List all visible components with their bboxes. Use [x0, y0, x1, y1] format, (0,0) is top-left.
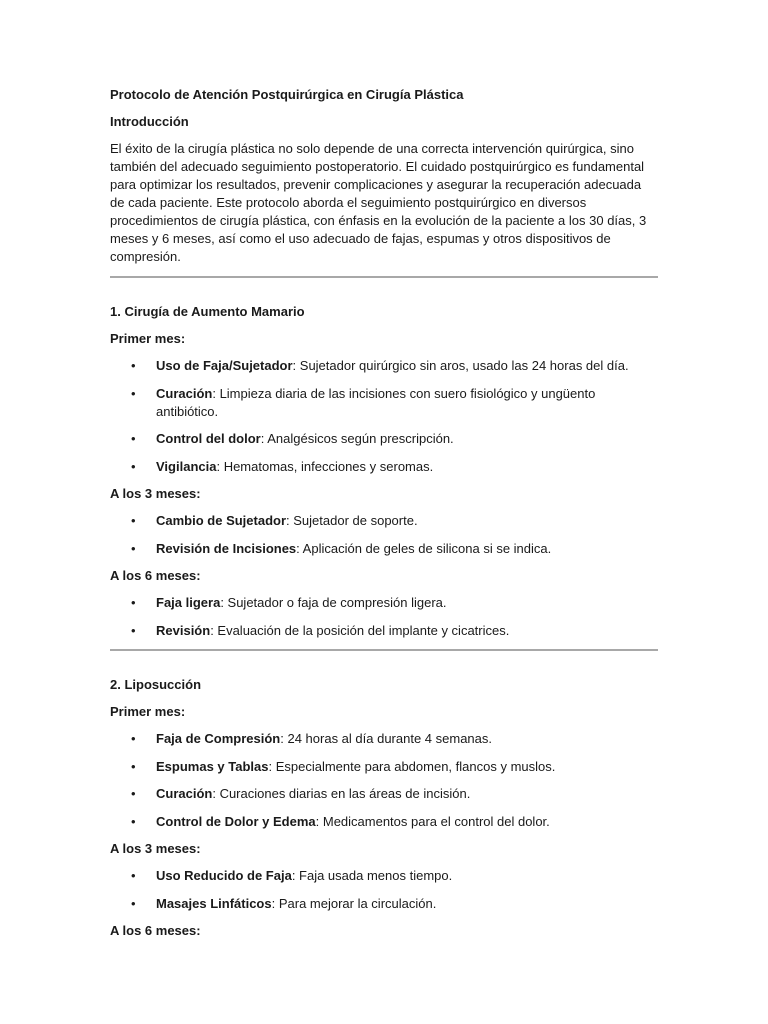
- item-description: : Analgésicos según prescripción.: [260, 431, 454, 446]
- section-title: 1. Cirugía de Aumento Mamario: [110, 304, 305, 319]
- list-item: [110, 867, 658, 885]
- item-term: Revisión: [156, 622, 211, 638]
- bullet-icon: •: [131, 513, 136, 528]
- item-term: Masajes Linfáticos: [156, 895, 272, 911]
- bullet-icon: •: [131, 786, 136, 801]
- item-term: Curación: [156, 786, 213, 801]
- item-description: : Hematomas, infecciones y seromas.: [216, 458, 434, 474]
- bullet-icon: •: [131, 358, 136, 373]
- item-term: Revisión de Incisiones: [156, 540, 297, 556]
- item-description: : Evaluación de la posición del implante y cicatrices.: [210, 622, 510, 638]
- period-label: Primer mes:: [110, 331, 186, 346]
- section-title: 2. Liposucción: [110, 677, 202, 692]
- bullet-icon: •: [131, 622, 136, 638]
- list-item: [110, 540, 658, 558]
- item-term: Control del dolor: [156, 431, 261, 446]
- bullet-icon: •: [131, 458, 136, 474]
- list-item: [110, 430, 658, 448]
- item-term: Faja ligera: [156, 595, 221, 610]
- bullet-list: [110, 594, 658, 640]
- section: [110, 303, 658, 640]
- period-label: A los 6 meses:: [110, 923, 201, 938]
- bullet-icon: •: [131, 385, 136, 401]
- item-description: : Para mejorar la circulación.: [271, 895, 437, 911]
- item-description: : Aplicación de geles de silicona si se indica.: [296, 540, 552, 556]
- period-label: Primer mes:: [110, 704, 186, 719]
- item-term: Cambio de Sujetador: [156, 513, 287, 528]
- item-term: Uso de Faja/Sujetador: [156, 358, 293, 373]
- intro-paragraph: El éxito de la cirugía plástica no solo depende de una correcta intervención quirúrgica, sino también del adecuado seguimiento postoperatorio. El cuidado postquirúrgico es fundamental para optimizar los resultados, prevenir complicaciones y asegurar la recuperación adecuada de cada paciente. Este protocolo aborda el seguimiento postquirúrgico en diversos procedimientos de cirugía plástica, con énfasis en la evolución de la paciente a los 30 días, 3 meses y 6 meses, así como el uso adecuado de fajas, espumas y otros dispositivos de compresión.: [110, 141, 647, 264]
- period-label: A los 6 meses:: [110, 568, 201, 583]
- item-description: : Especialmente para abdomen, flancos y muslos.: [268, 758, 556, 774]
- bullet-icon: •: [131, 868, 136, 883]
- bullet-icon: •: [131, 895, 136, 911]
- item-term: Faja de Compresión: [156, 731, 281, 746]
- section: [110, 676, 658, 940]
- list-item: [110, 357, 658, 375]
- document-page: [110, 86, 658, 949]
- list-item: [110, 385, 658, 421]
- item-description: : Sujetador quirúrgico sin aros, usado las 24 horas del día.: [292, 358, 629, 373]
- item-description: : Limpieza diaria de las incisiones con suero fisiológico y ungüento antibiótico.: [156, 385, 596, 419]
- sections-container: [110, 303, 658, 940]
- period-label: A los 3 meses:: [110, 486, 201, 501]
- list-item: [110, 512, 658, 530]
- bullet-list: [110, 357, 658, 476]
- item-description: : 24 horas al día durante 4 semanas.: [280, 731, 492, 746]
- list-item: [110, 813, 658, 831]
- bullet-list: [110, 867, 658, 913]
- list-item: [110, 594, 658, 612]
- item-description: : Faja usada menos tiempo.: [291, 868, 453, 883]
- item-description: : Sujetador de soporte.: [286, 513, 418, 528]
- document-title: Protocolo de Atención Postquirúrgica en Cirugía Plástica: [110, 87, 464, 102]
- bullet-icon: •: [131, 431, 136, 446]
- section-divider: [110, 276, 658, 278]
- item-description: : Medicamentos para el control del dolor.: [315, 813, 550, 829]
- bullet-list: [110, 512, 658, 558]
- item-term: Curación: [156, 385, 213, 401]
- bullet-list: [110, 730, 658, 831]
- list-item: [110, 895, 658, 913]
- list-item: [110, 785, 658, 803]
- bullet-icon: •: [131, 813, 136, 829]
- intro-heading: Introducción: [110, 114, 189, 129]
- item-description: : Curaciones diarias en las áreas de incisión.: [212, 786, 471, 801]
- item-term: Control de Dolor y Edema: [156, 813, 316, 829]
- list-item: [110, 622, 658, 640]
- bullet-icon: •: [131, 595, 136, 610]
- list-item: [110, 758, 658, 776]
- item-term: Uso Reducido de Faja: [156, 868, 292, 883]
- list-item: [110, 458, 658, 476]
- item-term: Espumas y Tablas: [156, 758, 269, 774]
- item-term: Vigilancia: [156, 458, 217, 474]
- section-divider: [110, 649, 658, 651]
- bullet-icon: •: [131, 758, 136, 774]
- bullet-icon: •: [131, 731, 136, 746]
- bullet-icon: •: [131, 540, 136, 556]
- item-description: : Sujetador o faja de compresión ligera.: [220, 595, 447, 610]
- list-item: [110, 730, 658, 748]
- period-label: A los 3 meses:: [110, 841, 201, 856]
